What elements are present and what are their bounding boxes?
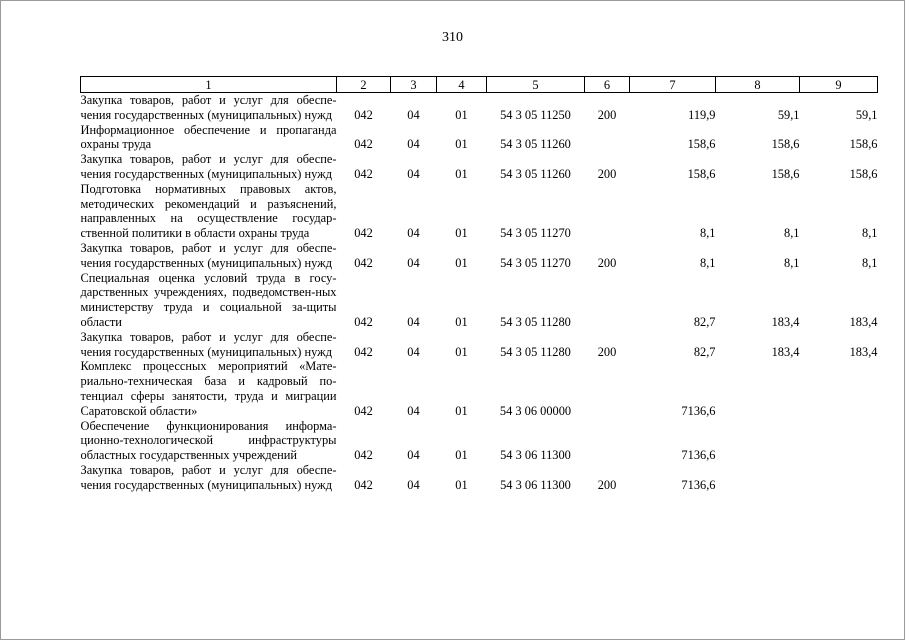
column-header-4: 4 bbox=[437, 77, 487, 93]
cell-amount-9: 8,1 bbox=[862, 255, 878, 270]
column-header-6: 6 bbox=[585, 77, 630, 93]
cell-amount-8: 59,1 bbox=[777, 107, 800, 122]
column-header-2: 2 bbox=[337, 77, 391, 93]
cell-target-code: 54 3 06 11300 bbox=[500, 477, 571, 492]
cell-section: 04 bbox=[407, 137, 420, 152]
cell-expense-type: 200 bbox=[597, 107, 617, 122]
cell-expense-type bbox=[585, 123, 630, 153]
row-name: Закупка товаров, работ и услуг для обеспе-чения государственных (муниципальных) нужд bbox=[80, 329, 337, 359]
header-row bbox=[81, 77, 878, 93]
cell-amount-9 bbox=[800, 419, 878, 463]
cell-amount-8 bbox=[716, 359, 800, 418]
cell-amount-7: 119,9 bbox=[688, 107, 716, 122]
cell-section: 04 bbox=[407, 166, 420, 181]
cell-amount-7: 8,1 bbox=[700, 255, 716, 270]
column-header-8: 8 bbox=[716, 77, 800, 93]
cell-amount-7: 158,6 bbox=[687, 137, 716, 152]
table-row bbox=[81, 182, 878, 241]
row-name: Подготовка нормативных правовых актов, методических рекомендаций и разъяснений, направленных на осуществление государ-ственной политики в области охраны труда bbox=[80, 181, 337, 241]
cell-target-code: 54 3 05 11260 bbox=[500, 137, 571, 152]
row-name: Обеспечение функционирования информа-ционно-технологической инфраструктуры областных государственных учреждений bbox=[80, 418, 337, 463]
cell-amount-7: 7136,6 bbox=[681, 448, 716, 463]
row-name: Информационное обеспечение и пропаганда охраны труда bbox=[80, 122, 337, 152]
cell-amount-9 bbox=[800, 463, 878, 493]
table-row bbox=[81, 330, 878, 360]
row-name: Специальная оценка условий труда в госу-дарственных учреждениях, подведомствен-ных министерству труда и социальной за-щиты области bbox=[80, 270, 337, 329]
cell-amount-9: 59,1 bbox=[855, 107, 878, 122]
cell-subsection: 01 bbox=[455, 448, 468, 463]
cell-amount-7: 158,6 bbox=[687, 166, 716, 181]
cell-department: 042 bbox=[354, 477, 373, 492]
table-row bbox=[81, 463, 878, 493]
cell-expense-type bbox=[585, 419, 630, 463]
cell-amount-9: 158,6 bbox=[849, 166, 878, 181]
cell-department: 042 bbox=[354, 344, 373, 359]
cell-target-code: 54 3 05 11280 bbox=[500, 314, 571, 329]
page-number: 310 bbox=[442, 30, 463, 45]
table-row bbox=[81, 152, 878, 182]
cell-amount-7: 8,1 bbox=[700, 226, 716, 241]
table-row bbox=[81, 419, 878, 463]
cell-department: 042 bbox=[354, 448, 373, 463]
cell-amount-8: 8,1 bbox=[784, 226, 800, 241]
cell-subsection: 01 bbox=[455, 403, 468, 418]
cell-section: 04 bbox=[407, 107, 420, 122]
cell-department: 042 bbox=[354, 314, 373, 329]
cell-subsection: 01 bbox=[455, 344, 468, 359]
table-row bbox=[81, 123, 878, 153]
cell-amount-9: 183,4 bbox=[849, 344, 878, 359]
column-header-3: 3 bbox=[391, 77, 437, 93]
cell-target-code: 54 3 05 11270 bbox=[500, 255, 571, 270]
budget-table bbox=[80, 76, 878, 493]
row-name: Закупка товаров, работ и услуг для обеспе-чения государственных (муниципальных) нужд bbox=[80, 240, 337, 270]
cell-amount-8: 158,6 bbox=[771, 137, 800, 152]
cell-target-code: 54 3 06 11300 bbox=[500, 448, 571, 463]
cell-expense-type: 200 bbox=[597, 255, 617, 270]
cell-expense-type: 200 bbox=[597, 166, 617, 181]
cell-section: 04 bbox=[407, 255, 420, 270]
cell-amount-9: 8,1 bbox=[862, 226, 878, 241]
cell-department: 042 bbox=[354, 107, 373, 122]
column-header-5: 5 bbox=[487, 77, 585, 93]
cell-target-code: 54 3 06 00000 bbox=[499, 403, 572, 418]
table-row bbox=[81, 359, 878, 418]
cell-section: 04 bbox=[407, 314, 420, 329]
table-row bbox=[81, 241, 878, 271]
cell-subsection: 01 bbox=[455, 226, 468, 241]
cell-subsection: 01 bbox=[455, 255, 468, 270]
cell-amount-9: 183,4 bbox=[849, 314, 878, 329]
cell-amount-7: 7136,6 bbox=[681, 477, 716, 492]
row-name: Комплекс процессных мероприятий «Мате-риально-техническая база и кадровый по-тенциал сферы занятости, труда и миграции Саратовской области» bbox=[80, 359, 337, 418]
cell-department: 042 bbox=[354, 255, 373, 270]
cell-target-code: 54 3 05 11280 bbox=[500, 344, 571, 359]
cell-target-code: 54 3 05 11260 bbox=[500, 166, 571, 181]
cell-expense-type bbox=[585, 359, 630, 418]
cell-subsection: 01 bbox=[455, 314, 468, 329]
table-row bbox=[81, 93, 878, 123]
cell-department: 042 bbox=[354, 226, 373, 241]
cell-expense-type bbox=[585, 182, 630, 241]
cell-amount-8 bbox=[716, 463, 800, 493]
cell-amount-7: 82,7 bbox=[693, 344, 716, 359]
cell-amount-8: 183,4 bbox=[771, 314, 800, 329]
table-row bbox=[81, 271, 878, 330]
cell-department: 042 bbox=[354, 166, 373, 181]
cell-amount-9 bbox=[800, 359, 878, 418]
cell-target-code: 54 3 05 11250 bbox=[500, 107, 571, 122]
cell-target-code: 54 3 05 11270 bbox=[500, 226, 571, 241]
column-header-9: 9 bbox=[800, 77, 878, 93]
cell-section: 04 bbox=[407, 226, 420, 241]
cell-amount-8 bbox=[716, 419, 800, 463]
row-name: Закупка товаров, работ и услуг для обеспе-чения государственных (муниципальных) нужд bbox=[80, 462, 337, 492]
cell-department: 042 bbox=[354, 137, 373, 152]
cell-amount-8: 183,4 bbox=[771, 344, 800, 359]
cell-expense-type bbox=[585, 271, 630, 330]
cell-department: 042 bbox=[354, 403, 373, 418]
cell-subsection: 01 bbox=[455, 477, 468, 492]
cell-expense-type: 200 bbox=[597, 344, 617, 359]
cell-subsection: 01 bbox=[455, 107, 468, 122]
cell-section: 04 bbox=[407, 448, 420, 463]
cell-section: 04 bbox=[407, 477, 420, 492]
cell-amount-8: 158,6 bbox=[771, 166, 800, 181]
column-header-1: 1 bbox=[81, 77, 337, 93]
cell-expense-type: 200 bbox=[597, 477, 617, 492]
cell-amount-7: 82,7 bbox=[693, 314, 716, 329]
cell-amount-8: 8,1 bbox=[784, 255, 800, 270]
column-header-7: 7 bbox=[630, 77, 716, 93]
cell-section: 04 bbox=[407, 403, 420, 418]
cell-amount-9: 158,6 bbox=[849, 137, 878, 152]
cell-subsection: 01 bbox=[455, 137, 468, 152]
cell-subsection: 01 bbox=[455, 166, 468, 181]
cell-amount-7: 7136,6 bbox=[681, 403, 716, 418]
cell-section: 04 bbox=[407, 344, 420, 359]
row-name: Закупка товаров, работ и услуг для обеспе-чения государственных (муниципальных) нужд bbox=[80, 93, 337, 122]
row-name: Закупка товаров, работ и услуг для обеспе-чения государственных (муниципальных) нужд bbox=[80, 152, 337, 181]
